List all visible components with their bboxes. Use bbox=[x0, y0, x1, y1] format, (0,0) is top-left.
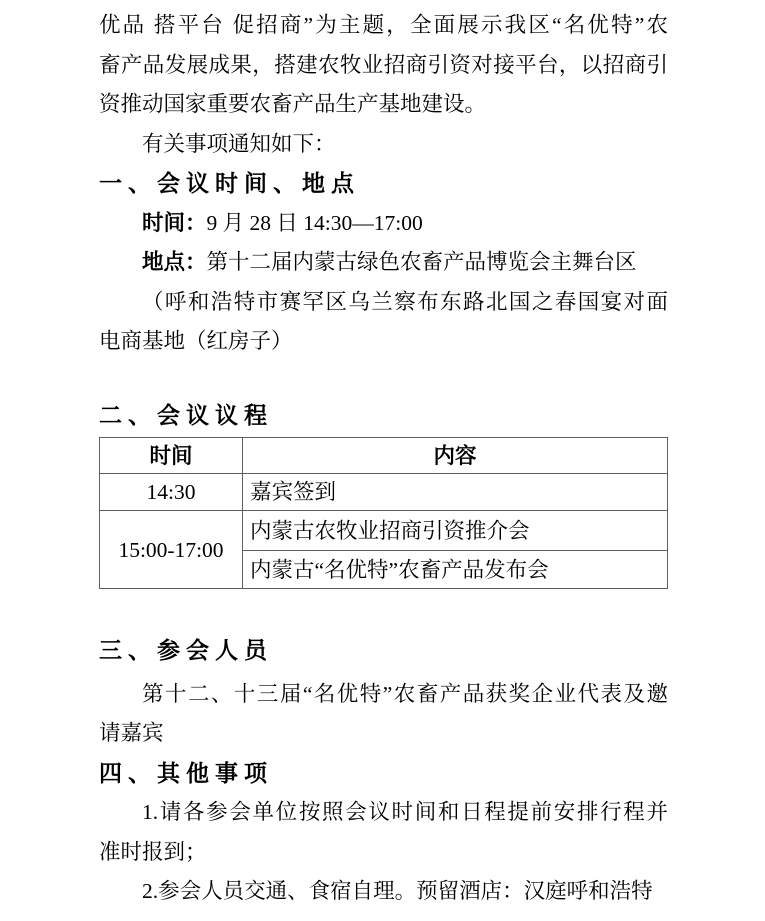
place-detail-line: 电商基地（红房子） bbox=[99, 329, 293, 353]
agenda-row bbox=[100, 511, 668, 551]
cell-time: 15:00-17:00 bbox=[100, 511, 243, 589]
section3-heading: 三、参会人员 bbox=[99, 637, 273, 663]
section1-heading: 一、会议时间、地点 bbox=[99, 170, 360, 196]
other-item2-line: 2.参会人员交通、食宿自理。预留酒店：汉庭呼和浩特 bbox=[142, 879, 653, 903]
attendees-line: 第十二、十三届“名优特”农畜产品获奖企业代表及邀 bbox=[142, 681, 668, 706]
intro-line: 资推动国家重要农畜产品生产基地建设。 bbox=[99, 92, 487, 116]
time-value: 9 月 28 日 14:30—17:00 bbox=[206, 210, 423, 235]
place-label: 地点： bbox=[142, 250, 207, 274]
agenda-header-row bbox=[100, 438, 668, 474]
section2-heading: 二、会议议程 bbox=[99, 401, 273, 428]
intro-paragraph bbox=[99, 6, 668, 125]
notice-line: 有关事项通知如下： bbox=[142, 131, 336, 156]
place-detail-line: （呼和浩特市赛罕区乌兰察布东路北国之春国宴对面 bbox=[142, 289, 668, 314]
attendees-line: 请嘉宾 bbox=[99, 721, 164, 745]
cell-time: 14:30 bbox=[100, 474, 243, 511]
cell-content: 内蒙古“名优特”农畜产品发布会 bbox=[243, 551, 668, 589]
col-header-content: 内容 bbox=[243, 438, 668, 474]
intro-line: 畜产品发展成果，搭建农牧业招商引资对接平台，以招商引 bbox=[99, 52, 668, 77]
intro-line: 优品 搭平台 促招商”为主题，全面展示我区“名优特”农 bbox=[99, 13, 668, 37]
col-header-time: 时间 bbox=[100, 438, 243, 474]
cell-content: 嘉宾签到 bbox=[243, 474, 668, 511]
other-item1-line: 1.请各参会单位按照会议时间和日程提前安排行程并 bbox=[142, 800, 668, 824]
place-value: 第十二届内蒙古绿色农畜产品博览会主舞台区 bbox=[206, 250, 637, 274]
agenda-table bbox=[99, 437, 668, 589]
time-label: 时间： bbox=[142, 210, 207, 235]
section4-heading: 四、其他事项 bbox=[99, 759, 273, 786]
other-item1-line: 准时报到； bbox=[99, 839, 207, 864]
meeting-time-line bbox=[99, 204, 668, 244]
document-content bbox=[99, 6, 668, 912]
meeting-place-line bbox=[99, 243, 668, 283]
cell-content: 内蒙古农牧业招商引资推介会 bbox=[243, 511, 668, 551]
agenda-row bbox=[100, 474, 668, 511]
